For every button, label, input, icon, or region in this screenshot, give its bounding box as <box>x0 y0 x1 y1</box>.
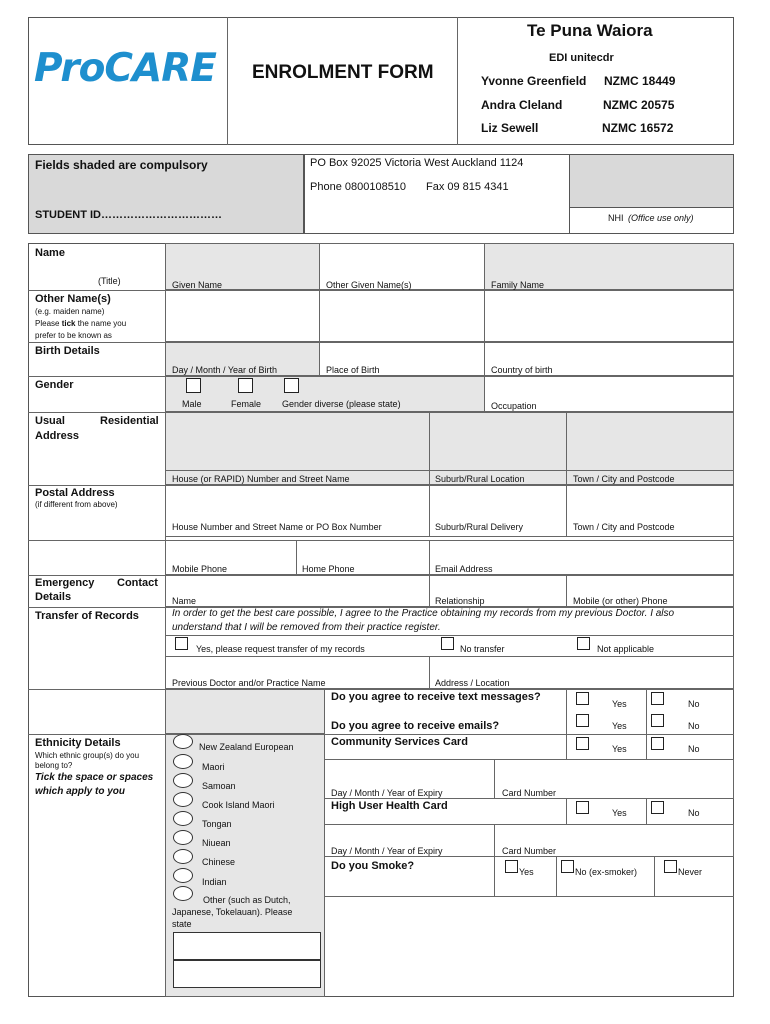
email-consent-yes-label: Yes <box>612 721 627 731</box>
csc-no-label: No <box>688 744 700 754</box>
transfer-no-label: No transfer <box>460 644 505 654</box>
transfer-yes-checkbox[interactable] <box>175 637 188 650</box>
ethnicity-label: Ethnicity Details <box>35 737 121 749</box>
csc-expiry-caption: Day / Month / Year of Expiry <box>331 788 443 798</box>
divider <box>457 17 458 145</box>
huhc-yes-label: Yes <box>612 808 627 818</box>
huhc-label: High User Health Card <box>331 800 448 812</box>
prev-doctor-caption: Previous Doctor and/or Practice Name <box>172 678 326 688</box>
row-divider <box>28 689 734 690</box>
text-consent-yes-label: Yes <box>612 699 627 709</box>
other-given-caption: Other Given Name(s) <box>326 280 412 290</box>
address-label: Residential <box>100 415 159 427</box>
postal-town-caption: Town / City and Postcode <box>573 522 675 532</box>
other-names-hint: Please tick the name you <box>35 319 127 328</box>
gender-diverse-checkbox[interactable] <box>284 378 299 393</box>
doctor-nzmc: NZMC 16572 <box>602 121 674 135</box>
ethnicity-other-label: Japanese, Tokelauan). Please <box>172 907 293 917</box>
nhi-note: (Office use only) <box>628 213 694 223</box>
doctor-name: Yvonne Greenfield <box>481 74 587 88</box>
row-divider <box>28 412 166 413</box>
smoke-ex-label: No (ex-smoker) <box>575 867 638 877</box>
huhc-card-caption: Card Number <box>502 846 557 856</box>
other-name-field[interactable] <box>165 290 320 342</box>
ethnicity-other-label: Other (such as Dutch, <box>203 895 291 905</box>
row-divider <box>165 635 734 636</box>
address-label: Address <box>35 430 80 442</box>
ethnicity-option-label: Indian <box>202 877 227 887</box>
text-consent-no-checkbox[interactable] <box>651 692 664 705</box>
csc-card-caption: Card Number <box>502 788 557 798</box>
ethnicity-chinese-option[interactable] <box>173 849 193 864</box>
name-label: Name <box>35 247 65 259</box>
ethnicity-option-label: Samoan <box>202 781 236 791</box>
nhi-label: NHI <box>608 213 624 223</box>
postal-hint: (if different from above) <box>35 500 118 509</box>
ethnicity-samoan-option[interactable] <box>173 773 193 788</box>
edi-code: EDI unitecdr <box>549 52 614 64</box>
gender-male-label: Male <box>182 399 202 409</box>
emergency-name-caption: Name <box>172 596 197 606</box>
text-consent-no-label: No <box>688 699 700 709</box>
fax: Fax 09 815 4341 <box>426 181 509 193</box>
emergency-label: Contact <box>117 577 158 589</box>
ethnicity-cook-island-option[interactable] <box>173 792 193 807</box>
gender-male-checkbox[interactable] <box>186 378 201 393</box>
postal-suburb-caption: Suburb/Rural Delivery <box>435 522 524 532</box>
ethnicity-option-label: Tongan <box>202 819 232 829</box>
row-divider <box>324 896 734 897</box>
transfer-na-checkbox[interactable] <box>577 637 590 650</box>
smoke-yes-checkbox[interactable] <box>505 860 518 873</box>
ethnicity-option-label: Niuean <box>202 838 231 848</box>
divider <box>494 857 495 897</box>
transfer-statement: understand that I will be removed from their practice register. <box>172 622 441 633</box>
other-names-hint: prefer to be known as <box>35 331 112 340</box>
divider <box>646 734 647 759</box>
town-caption: Town / City and Postcode <box>573 474 675 484</box>
family-name-caption: Family Name <box>491 280 545 290</box>
smoke-never-label: Never <box>678 867 703 877</box>
logo: ProCARE <box>34 46 216 91</box>
huhc-yes-checkbox[interactable] <box>576 801 589 814</box>
student-id-field[interactable]: STUDENT ID…………………………… <box>35 209 222 221</box>
other-names-label: Other Name(s) <box>35 293 111 305</box>
huhc-no-checkbox[interactable] <box>651 801 664 814</box>
suburb-caption: Suburb/Rural Location <box>435 474 525 484</box>
row-divider <box>28 342 166 343</box>
doctor-nzmc: NZMC 20575 <box>603 98 675 112</box>
row-divider <box>28 540 166 541</box>
dob-caption: Day / Month / Year of Birth <box>172 365 278 375</box>
transfer-label: Transfer of Records <box>35 610 139 622</box>
text-consent-yes-checkbox[interactable] <box>576 692 589 705</box>
mobile-caption: Mobile Phone <box>172 564 228 574</box>
form-title: ENROLMENT FORM <box>252 62 434 83</box>
smoke-never-checkbox[interactable] <box>664 860 677 873</box>
phone: Phone 0800108510 <box>310 181 407 193</box>
ethnicity-other-option[interactable] <box>173 886 193 901</box>
csc-yes-label: Yes <box>612 744 627 754</box>
gender-diverse-label: Gender diverse (please state) <box>282 399 401 409</box>
divider <box>227 17 228 145</box>
doctor-nzmc: NZMC 18449 <box>604 74 676 88</box>
transfer-na-label: Not applicable <box>597 644 655 654</box>
compulsory-note: Fields shaded are compulsory <box>35 158 208 172</box>
ethnicity-indian-option[interactable] <box>173 868 193 883</box>
ethnicity-instruction: Tick the space or spaces <box>35 772 154 783</box>
postal-label: Postal Address <box>35 487 115 499</box>
email-consent-no-label: No <box>688 721 700 731</box>
text-consent-question: Do you agree to receive text messages? <box>331 691 541 703</box>
caption-line <box>165 470 734 471</box>
doctor-name: Andra Cleland <box>481 98 563 112</box>
ethnicity-question: Which ethnic group(s) do you <box>35 751 140 760</box>
csc-no-checkbox[interactable] <box>651 737 664 750</box>
street-caption: House (or RAPID) Number and Street Name <box>172 474 350 484</box>
divider <box>654 857 655 897</box>
email-consent-question: Do you agree to receive emails? <box>331 720 500 732</box>
emergency-relationship-caption: Relationship <box>435 596 485 606</box>
divider <box>566 799 567 824</box>
birth-label: Birth Details <box>35 345 100 357</box>
ethnicity-maori-option[interactable] <box>173 754 193 769</box>
email-caption: Email Address <box>435 564 493 574</box>
emergency-label: Details <box>35 591 72 603</box>
row-divider <box>28 734 734 735</box>
smoke-yes-label: Yes <box>519 867 534 877</box>
transfer-no-checkbox[interactable] <box>441 637 454 650</box>
consent-shaded-cell <box>165 689 325 734</box>
ethnicity-other-label: state <box>172 919 192 929</box>
ethnicity-nz-european-option[interactable] <box>173 734 193 749</box>
ethnicity-other-input[interactable] <box>173 960 321 988</box>
transfer-yes-label: Yes, please request transfer of my records <box>196 644 365 654</box>
ethnicity-question: belong to? <box>35 761 73 770</box>
emergency-label: Emergency <box>35 577 95 589</box>
emergency-phone-caption: Mobile (or other) Phone <box>573 596 668 606</box>
row-divider <box>28 575 166 576</box>
row-divider <box>28 376 166 377</box>
other-names-hint: (e.g. maiden name) <box>35 307 105 316</box>
email-consent-no-checkbox[interactable] <box>651 714 664 727</box>
email-consent-yes-checkbox[interactable] <box>576 714 589 727</box>
smoke-ex-checkbox[interactable] <box>561 860 574 873</box>
ethnicity-niuean-option[interactable] <box>173 830 193 845</box>
doctor-name: Liz Sewell <box>481 121 539 135</box>
emergency-name-field[interactable] <box>165 575 430 607</box>
home-phone-caption: Home Phone <box>302 564 355 574</box>
gender-female-label: Female <box>231 399 262 409</box>
occupation-caption: Occupation <box>491 401 537 411</box>
ethnicity-option-label: Chinese <box>202 857 236 867</box>
birth-country-caption: Country of birth <box>491 365 553 375</box>
ethnicity-option-label: Cook Island Maori <box>202 800 275 810</box>
transfer-statement: In order to get the best care possible, I agree to the Practice obtaining my records from my previous Doctor. I also <box>172 608 675 619</box>
ethnicity-tongan-option[interactable] <box>173 811 193 826</box>
divider <box>556 857 557 897</box>
ethnicity-instruction: which apply to you <box>35 786 126 797</box>
row-divider <box>28 485 166 486</box>
smoke-label: Do you Smoke? <box>331 860 415 872</box>
other-name-field[interactable] <box>484 290 734 342</box>
nhi-field[interactable] <box>569 154 734 208</box>
csc-yes-checkbox[interactable] <box>576 737 589 750</box>
other-name-field[interactable] <box>319 290 485 342</box>
ethnicity-other-input[interactable] <box>173 932 321 960</box>
practice-name: Te Puna Waiora <box>527 21 653 40</box>
ethnicity-option-label: New Zealand European <box>199 742 294 752</box>
huhc-no-label: No <box>688 808 700 818</box>
gender-female-checkbox[interactable] <box>238 378 253 393</box>
address-label: Usual <box>35 415 65 427</box>
given-name-caption: Given Name <box>172 280 223 290</box>
po-box: PO Box 92025 Victoria West Auckland 1124 <box>310 157 524 169</box>
birth-place-caption: Place of Birth <box>326 365 380 375</box>
ethnicity-option-label: Maori <box>202 762 225 772</box>
title-hint: (Title) <box>98 276 121 286</box>
csc-label: Community Services Card <box>331 736 468 748</box>
postal-street-caption: House Number and Street Name or PO Box Number <box>172 522 382 532</box>
huhc-expiry-caption: Day / Month / Year of Expiry <box>331 846 443 856</box>
prev-address-caption: Address / Location <box>435 678 510 688</box>
gender-label: Gender <box>35 379 74 391</box>
divider <box>646 799 647 824</box>
